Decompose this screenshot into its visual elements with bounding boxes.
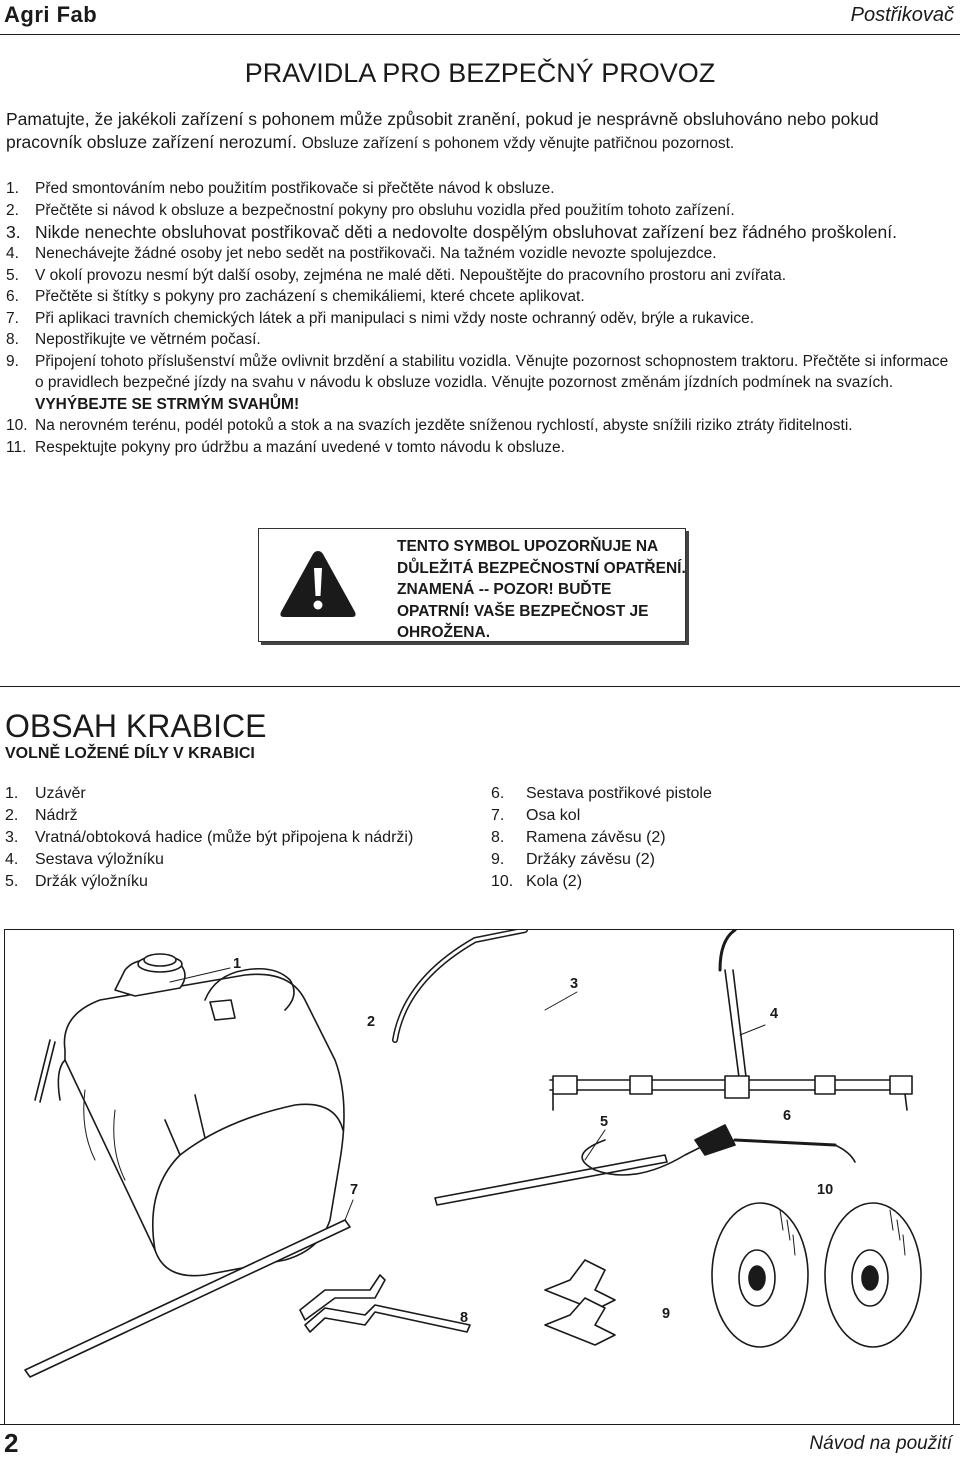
rule-item xyxy=(6,415,951,437)
contents-subheading: VOLNĚ LOŽENÉ DÍLY V KRABICI xyxy=(5,745,255,762)
figure-label: 6 xyxy=(783,1108,792,1124)
rule-text xyxy=(35,351,951,416)
part-name: Sestava postřikové pistole xyxy=(526,785,712,802)
rule-item xyxy=(6,178,951,200)
part-item xyxy=(5,849,475,871)
footer-rule xyxy=(0,1424,960,1425)
part-number: 3. xyxy=(5,829,19,846)
part-name: Osa kol xyxy=(526,807,581,824)
wheels-drawing xyxy=(712,1203,921,1347)
figure-label: 7 xyxy=(350,1182,359,1198)
part-number: 10. xyxy=(491,873,514,890)
rule-number: 9. xyxy=(6,352,19,370)
footer-title: Návod na použití xyxy=(809,1433,952,1454)
rule-number: 4. xyxy=(6,245,19,262)
part-number: 7. xyxy=(491,807,505,824)
figure-label: 2 xyxy=(367,1014,376,1030)
rule-text: V okolí provozu nesmí být další osoby, zejména ne malé děti. Nepouštějte do pracovního prostoru ani zvířata. xyxy=(35,266,787,284)
rule-text: Nikde nenechte obsluhovat postřikovač děti a nedovolte dospělým obsluhovat zařízení bez řádného proškolení. xyxy=(35,222,897,242)
rule-number: 11. xyxy=(6,438,27,456)
rule-number: 2. xyxy=(6,201,19,219)
header-rule xyxy=(0,34,960,35)
part-item xyxy=(491,827,951,849)
rule-number: 6. xyxy=(6,288,19,305)
part-name: Uzávěr xyxy=(35,785,86,802)
rule-text: Přečtěte si návod k obsluze a bezpečnostní pokyny pro obsluhu vozidla před použitím tohoto zařízení. xyxy=(35,201,735,219)
figure-label: 9 xyxy=(662,1306,671,1322)
rule-item xyxy=(6,286,951,308)
rule-number: 5. xyxy=(6,266,19,284)
rule-text: Respektujte pokyny pro údržbu a mazání uvedené v tomto návodu k obsluze. xyxy=(35,438,565,456)
part-number: 4. xyxy=(5,851,19,868)
part-name: Vratná/obtoková hadice (může být připojena k nádrži) xyxy=(35,829,414,846)
part-number: 2. xyxy=(5,807,19,824)
figure-label: 5 xyxy=(600,1114,609,1130)
parts-illustration xyxy=(4,929,954,1425)
rule-text: Nenechávejte žádné osoby jet nebo sedět na postřikovači. Na tažném vozidle nevozte spolujezdce. xyxy=(35,245,717,262)
rule-9-emphasis: VYHÝBEJTE SE STRMÝM SVAHŮM! xyxy=(35,395,300,413)
rule-number: 1. xyxy=(6,180,19,197)
part-name: Ramena závěsu (2) xyxy=(526,829,666,846)
brand-name: Agri Fab xyxy=(4,2,98,27)
figure-label: 3 xyxy=(570,976,579,992)
figure-label: 4 xyxy=(770,1006,779,1022)
intro-main: Pamatujte, že jakékoli zařízení s pohonem může způsobit zranění, pokud je nesprávně obsluhováno nebo pokud pracovník obsluze zařízení nerozumí. xyxy=(6,109,879,152)
part-number: 5. xyxy=(5,873,19,890)
part-item xyxy=(491,849,951,871)
part-number: 9. xyxy=(491,851,505,868)
warning-triangle-icon xyxy=(278,548,358,620)
safety-rules-list xyxy=(6,178,951,458)
rule-text: Přečtěte si štítky s pokyny pro zacházení s chemikáliemi, které chcete aplikovat. xyxy=(35,288,585,305)
safety-heading: PRAVIDLA PRO BEZPEČNÝ PROVOZ xyxy=(244,58,716,88)
hitch-brackets-drawing xyxy=(545,1260,615,1345)
parts-drawing xyxy=(5,930,953,1424)
rule-item xyxy=(6,243,951,265)
part-item xyxy=(5,871,475,893)
rule-text: Nepostřikujte ve větrném počasí. xyxy=(35,331,261,348)
contents-heading: OBSAH KRABICE xyxy=(5,708,267,744)
part-item xyxy=(491,805,951,827)
part-number: 8. xyxy=(491,829,505,846)
section-rule xyxy=(0,686,960,687)
rule-text: Na nerovném terénu, podél potoků a stok a na svazích jezděte sníženou rychlostí, abyste snížili riziko ztráty řiditelnosti. xyxy=(35,417,853,434)
rule-item xyxy=(6,437,951,459)
boom-drawing xyxy=(550,930,912,1110)
figure-label: 8 xyxy=(460,1310,469,1326)
rule-text: Před smontováním nebo použitím postřikovače si přečtěte návod k obsluze. xyxy=(35,180,555,197)
part-item xyxy=(5,805,475,827)
warning-text: TENTO SYMBOL UPOZORŇUJE NA DŮLEŽITÁ BEZPEČNOSTNÍ OPATŘENÍ. ZNAMENÁ -- POZOR! BUĎTE OPATRNÍ! VAŠE BEZPEČNOST JE OHROŽENA. xyxy=(397,538,686,641)
rule-9-text: Připojení tohoto příslušenství může ovlivnit brzdění a stabilitu vozidla. Věnujte pozornost schopnostem traktoru. Přečtěte si informace o pravidlech bezpečné jízdy na svahu v návodu k obsluze vozidla. Věnujte pozornost změnám jízdních podmínek na svazích. xyxy=(35,352,949,391)
page-number: 2 xyxy=(4,1428,19,1458)
rule-text: Při aplikaci travních chemických látek a při manipulaci s nimi vždy noste ochranný oděv, brýle a rukavice. xyxy=(35,309,755,327)
part-item xyxy=(5,827,475,849)
rule-item xyxy=(6,308,951,330)
rule-item xyxy=(6,221,951,243)
safety-intro xyxy=(6,108,951,155)
document-title: Postřikovač xyxy=(850,4,954,26)
part-name: Sestava výložníku xyxy=(35,851,164,868)
rule-item xyxy=(6,351,951,416)
rule-number: 8. xyxy=(6,331,19,348)
intro-extra: Obsluze zařízení s pohonem vždy věnujte patřičnou pozornost. xyxy=(301,135,735,152)
rule-item xyxy=(6,329,951,351)
parts-list-right xyxy=(491,783,951,893)
part-number: 1. xyxy=(5,785,19,802)
part-name: Držák výložníku xyxy=(35,873,148,890)
figure-label: 1 xyxy=(233,956,242,972)
part-item xyxy=(491,783,951,805)
part-item xyxy=(5,783,475,805)
figure-label: 10 xyxy=(817,1182,834,1198)
part-name: Nádrž xyxy=(35,807,78,824)
rule-item xyxy=(6,200,951,222)
rule-number: 3. xyxy=(6,222,21,242)
rule-item xyxy=(6,265,951,287)
hose-drawing xyxy=(395,930,525,1040)
rule-number: 7. xyxy=(6,309,19,327)
parts-list-left xyxy=(5,783,475,893)
part-name: Kola (2) xyxy=(526,873,583,890)
rule-number: 10. xyxy=(6,417,28,434)
hitch-arms-drawing xyxy=(300,1275,470,1332)
part-name: Držáky závěsu (2) xyxy=(526,851,655,868)
part-item xyxy=(491,871,951,893)
part-number: 6. xyxy=(491,785,505,802)
tank-drawing xyxy=(35,954,344,1276)
boom-bracket-drawing xyxy=(435,1155,667,1205)
